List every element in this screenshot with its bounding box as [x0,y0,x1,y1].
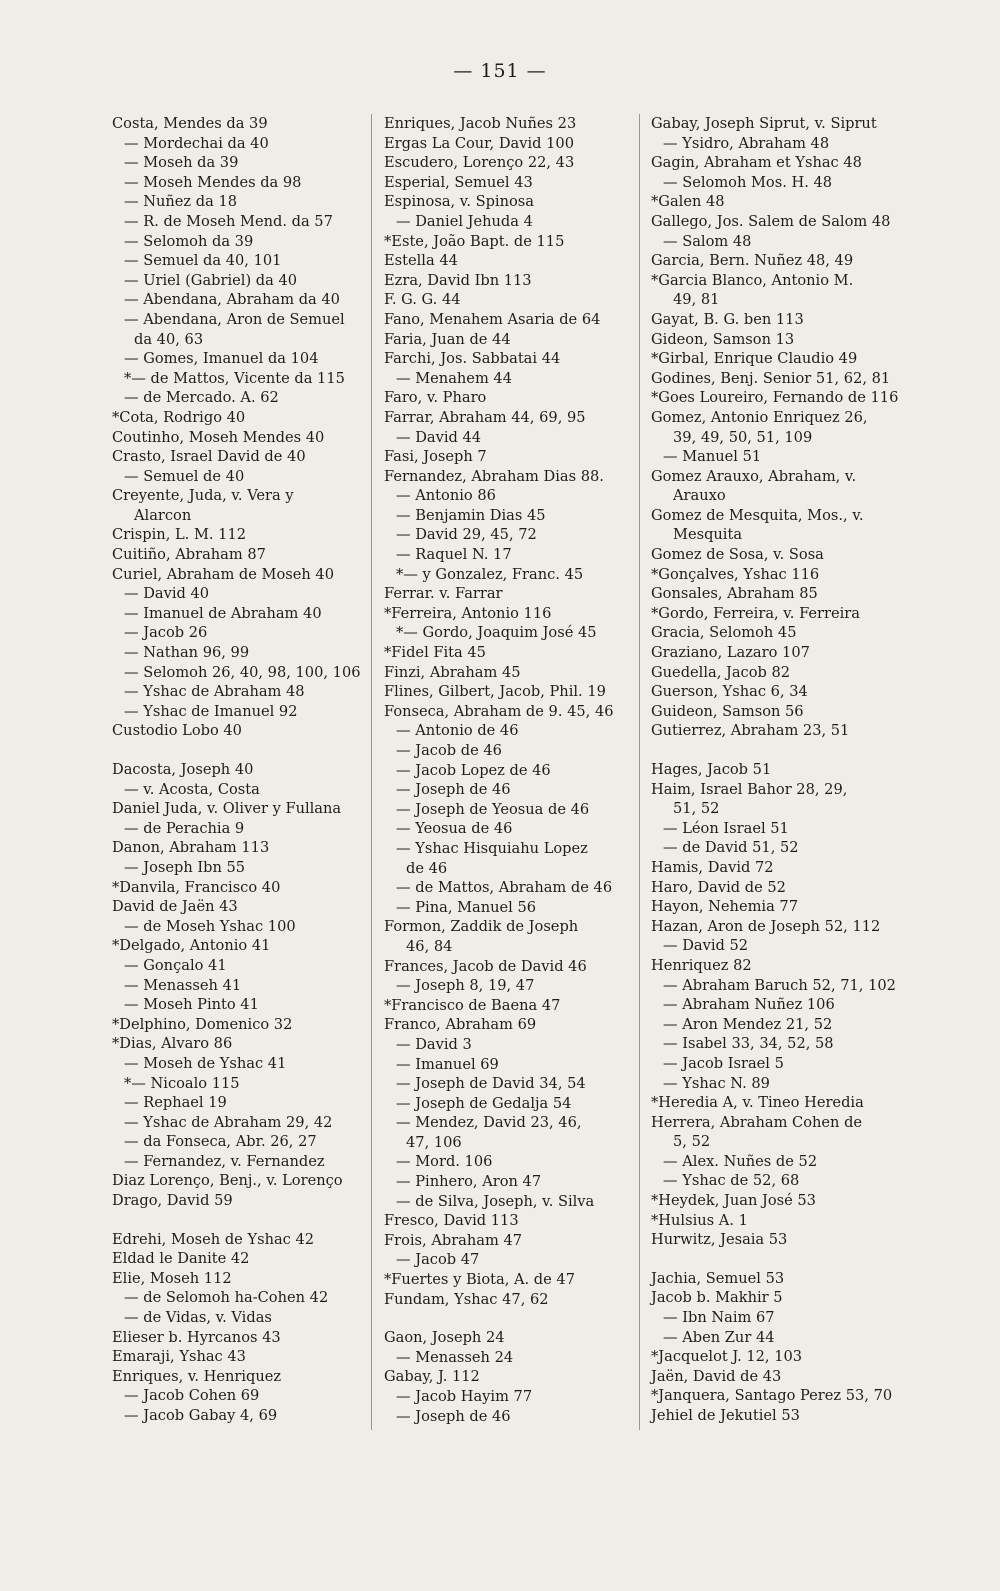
index-entry: Faro, v. Pharo [384,389,487,407]
index-entry: *— Nicoalo 115 [124,1074,240,1092]
index-entry: Emaraji, Yshac 43 [112,1348,246,1366]
index-entry: — Jacob Israel 5 [663,1054,784,1072]
index-entry: — Gonçalo 41 [124,956,227,974]
index-entry: *Goes Loureiro, Fernando de 116 [651,389,899,407]
index-entry: — Yshac Hisquiahu Lopez [396,839,588,857]
index-entry: *Delgado, Antonio 41 [112,937,271,955]
index-entry: Garcia, Bern. Nuñez 48, 49 [651,252,854,270]
index-entry: Guideon, Samson 56 [651,702,804,720]
index-entry: — Joseph 8, 19, 47 [396,977,535,995]
index-entry: Jachia, Semuel 53 [651,1269,785,1287]
index-entry: — de Moseh Yshac 100 [124,917,296,935]
index-column-2 [384,114,646,1426]
index-entry: — de Silva, Joseph, v. Silva [396,1192,595,1210]
index-entry: *Garcia Blanco, Antonio M. [651,271,854,289]
index-entry: — de Vidas, v. Vidas [124,1309,272,1327]
index-entry: — David 44 [396,428,482,446]
index-entry: — Nuñez da 18 [124,193,238,211]
index-entry: Gracia, Selomoh 45 [651,624,797,642]
index-entry: Franco, Abraham 69 [384,1016,537,1034]
index-entry: Arauxo [673,487,726,505]
index-entry: — de Mattos, Abraham de 46 [396,879,613,897]
index-entry: — Jacob Gabay 4, 69 [124,1407,278,1424]
index-entry: — Isabel 33, 34, 52, 58 [663,1035,834,1053]
index-entry: — Jacob de 46 [396,742,502,759]
index-entry: Gomez Arauxo, Abraham, v. [651,467,857,485]
index-entry: Fernandez, Abraham Dias 88. [384,467,604,485]
index-entry: — Joseph de 46 [396,1407,511,1425]
index-entry: Edrehi, Moseh de Yshac 42 [112,1230,315,1248]
index-entry: 46, 84 [406,937,453,955]
index-entry: — Menasseh 24 [396,1348,514,1366]
index-entry: — Salom 48 [663,232,752,250]
index-entry: Hurwitz, Jesaia 53 [651,1231,788,1249]
index-entry: — Alex. Nuñes de 52 [663,1152,818,1170]
index-entry: Ferrar. v. Farrar [384,585,503,603]
index-entry: *Francisco de Baena 47 [384,996,561,1014]
column-divider [371,114,372,1430]
index-entry: — Nathan 96, 99 [124,644,250,662]
index-entry: Gayat, B. G. ben 113 [651,310,804,328]
index-column-1 [112,114,370,1426]
index-entry: — Pinhero, Aron 47 [396,1173,542,1191]
index-entry: Graziano, Lazaro 107 [651,644,810,662]
index-entry: Gideon, Samson 13 [651,330,795,348]
index-entry: *— Gordo, Joaquim José 45 [396,624,597,642]
index-entry: Formon, Zaddik de Joseph [384,918,579,936]
index-entry: Ezra, David Ibn 113 [384,271,532,289]
index-entry: — Gomes, Imanuel da 104 [124,350,319,368]
index-entry: Custodio Lobo 40 [112,722,242,740]
index-entry: — David 3 [396,1035,472,1053]
index-entry: Creyente, Juda, v. Vera y [112,487,294,505]
index-entry: Esperial, Semuel 43 [384,173,533,191]
index-entry: — David 29, 45, 72 [396,526,537,544]
index-entry: Mesquita [673,526,743,544]
index-entry: Faria, Juan de 44 [384,330,511,348]
index-entry: Finzi, Abraham 45 [384,663,521,681]
index-entry: — Selomoh da 39 [124,232,254,250]
index-entry: Gagin, Abraham et Yshac 48 [651,154,862,172]
index-entry: Fundam, Yshac 47, 62 [384,1290,549,1308]
index-entry: Crispin, L. M. 112 [112,526,247,544]
index-entry: — de David 51, 52 [663,839,799,857]
index-entry: — Imanuel de Abraham 40 [124,604,322,622]
index-entry: Espinosa, v. Spinosa [384,193,534,211]
index-entry: — Moseh Mendes da 98 [124,173,302,191]
index-entry: — de Mercado. A. 62 [124,389,279,407]
index-entry: Haim, Israel Bahor 28, 29, [651,780,848,798]
column-divider [639,114,640,1430]
index-entry: — Aron Mendez 21, 52 [663,1015,833,1033]
index-entry: — Moseh de Yshac 41 [124,1054,287,1072]
index-entry: — Mord. 106 [396,1153,493,1171]
index-entry: — Ysidro, Abraham 48 [663,134,830,152]
index-entry: Farchi, Jos. Sabbatai 44 [384,350,561,368]
index-entry: Gutierrez, Abraham 23, 51 [651,722,850,740]
index-entry: *Heredia A, v. Tineo Heredia [651,1094,864,1112]
index-entry: Gonsales, Abraham 85 [651,585,818,603]
index-entry: — Selomoh 26, 40, 98, 100, 106 [124,663,361,681]
index-entry: Elieser b. Hyrcanos 43 [112,1328,281,1346]
index-entry: Gabay, Joseph Siprut, v. Siprut [651,115,877,132]
index-entry: — Menahem 44 [396,369,512,387]
index-entry: Hages, Jacob 51 [651,761,772,778]
index-entry: — Imanuel 69 [396,1055,499,1073]
index-entry: Hamis, David 72 [651,858,774,876]
index-entry: *— de Mattos, Vicente da 115 [124,369,345,387]
index-entry: — Mordechai da 40 [124,134,269,152]
index-entry: David de Jaën 43 [112,898,238,916]
index-entry: Hayon, Nehemia 77 [651,898,798,916]
index-entry: Drago, David 59 [112,1192,233,1210]
index-entry: — Joseph de Yeosua de 46 [396,800,590,818]
index-entry: Elie, Moseh 112 [112,1269,232,1287]
index-entry: *Gonçalves, Yshac 116 [651,565,820,583]
index-entry: Guedella, Jacob 82 [651,663,791,681]
index-entry: *Fuertes y Biota, A. de 47 [384,1271,575,1289]
index-entry: — Abraham Nuñez 106 [663,996,835,1014]
index-entry: Enriques, Jacob Nuñes 23 [384,115,577,132]
index-entry: — Pina, Manuel 56 [396,898,537,916]
index-entry: — Antonio de 46 [396,722,519,740]
index-entry: *Hulsius A. 1 [651,1211,748,1229]
index-entry: Haro, David de 52 [651,878,786,896]
index-entry: — de Selomoh ha-Cohen 42 [124,1289,329,1307]
index-entry: — Manuel 51 [663,448,762,466]
index-entry: 47, 106 [406,1133,462,1151]
index-entry: de 46 [406,859,448,877]
index-entry: — Abendana, Aron de Semuel [124,310,345,328]
index-entry: — Léon Israel 51 [663,819,789,837]
index-entry: — Yshac N. 89 [663,1074,770,1092]
index-entry: Fano, Menahem Asaria de 64 [384,310,601,328]
index-entry: *Dias, Alvaro 86 [112,1035,233,1053]
index-entry: Coutinho, Moseh Mendes 40 [112,428,325,446]
index-entry: — Selomoh Mos. H. 48 [663,173,833,191]
index-entry: Fonseca, Abraham de 9. 45, 46 [384,702,614,720]
index-entry: — Joseph de David 34, 54 [396,1075,586,1093]
index-entry: — Jacob Lopez de 46 [396,761,551,779]
index-entry: — Fernandez, v. Fernandez [124,1152,325,1170]
index-entry: *Este, João Bapt. de 115 [384,232,565,250]
index-entry: Fasi, Joseph 7 [384,448,487,466]
index-entry: — Antonio 86 [396,487,496,505]
index-entry: Dacosta, Joseph 40 [112,761,254,778]
index-entry: 49, 81 [673,291,720,309]
index-entry: Costa, Mendes da 39 [112,115,268,132]
index-entry: — da Fonseca, Abr. 26, 27 [124,1133,317,1151]
index-entry: — de Perachia 9 [124,819,245,837]
index-entry: Frances, Jacob de David 46 [384,957,587,975]
index-entry: Gomez de Mesquita, Mos., v. [651,506,864,524]
index-entry: Gallego, Jos. Salem de Salom 48 [651,212,891,230]
index-entry: — Jacob Hayim 77 [396,1388,533,1405]
index-entry: Gomez de Sosa, v. Sosa [651,546,824,564]
index-entry: — Joseph de Gedalja 54 [396,1094,572,1112]
index-entry: — Jacob Cohen 69 [124,1387,260,1405]
index-entry: Danon, Abraham 113 [112,839,270,857]
index-entry: — Raquel N. 17 [396,546,512,564]
index-entry: *Fidel Fita 45 [384,644,486,662]
index-entry: — Yshac de Imanuel 92 [124,702,298,720]
index-entry: Ergas La Cour, David 100 [384,134,574,152]
index-entry: — R. de Moseh Mend. da 57 [124,212,333,230]
index-entry: — Yshac de Abraham 48 [124,683,305,701]
index-entry: — Daniel Jehuda 4 [396,212,533,230]
index-entry: — Yshac de 52, 68 [663,1172,800,1190]
index-entry: — Moseh da 39 [124,154,239,172]
index-entry: Cuitiño, Abraham 87 [112,546,266,564]
index-entry: — Uriel (Gabriel) da 40 [124,271,298,289]
index-entry: Herrera, Abraham Cohen de [651,1113,863,1131]
index-entry: — Yeosua de 46 [396,820,513,838]
index-entry: Escudero, Lorenço 22, 43 [384,154,575,172]
index-entry: Henriquez 82 [651,956,752,974]
index-entry: 51, 52 [673,800,720,818]
index-entry: Hazan, Aron de Joseph 52, 112 [651,917,881,935]
index-entry: — David 40 [124,585,210,603]
index-entry: — Abraham Baruch 52, 71, 102 [663,976,896,994]
index-entry: Estella 44 [384,252,458,270]
index-entry: — v. Acosta, Costa [124,780,260,798]
index-entry: Jacob b. Makhir 5 [651,1289,783,1307]
index-entry: — Jacob 26 [124,624,208,642]
index-entry: *Jacquelot J. 12, 103 [651,1348,803,1366]
index-entry: — Yshac de Abraham 29, 42 [124,1113,333,1131]
index-entry: *Girbal, Enrique Claudio 49 [651,350,858,368]
index-entry: da 40, 63 [134,330,204,348]
index-entry: Eldad le Danite 42 [112,1250,250,1268]
index-entry: *Cota, Rodrigo 40 [112,408,246,426]
index-entry: — Joseph Ibn 55 [124,858,246,876]
index-entry: — Menasseh 41 [124,976,242,994]
index-entry: Flines, Gilbert, Jacob, Phil. 19 [384,683,606,701]
index-entry: Jehiel de Jekutiel 53 [651,1407,800,1424]
index-entry: Farrar, Abraham 44, 69, 95 [384,408,586,426]
index-entry: Crasto, Israel David de 40 [112,448,306,466]
index-entry: Gaon, Joseph 24 [384,1329,505,1347]
index-entry: *Heydek, Juan José 53 [651,1192,816,1210]
index-entry: — Ibn Naim 67 [663,1309,775,1327]
index-entry: *Danvila, Francisco 40 [112,878,281,896]
index-entry: F. G. G. 44 [384,291,461,309]
index-entry: Godines, Benj. Senior 51, 62, 81 [651,369,891,387]
index-entry: Alarcon [134,506,192,524]
index-entry: — Mendez, David 23, 46, [396,1114,582,1132]
index-entry: 5, 52 [673,1133,711,1151]
page-number: — 151 — [453,60,547,82]
index-entry: Fresco, David 113 [384,1212,519,1230]
index-entry: *Ferreira, Antonio 116 [384,604,552,622]
index-entry: — David 52 [663,937,749,955]
index-entry: — Semuel da 40, 101 [124,252,282,270]
index-column-3 [651,114,921,1426]
index-entry: 39, 49, 50, 51, 109 [673,428,813,446]
index-entry: — Moseh Pinto 41 [124,996,259,1014]
index-entry: — Jacob 47 [396,1251,480,1269]
index-entry: *— y Gonzalez, Franc. 45 [396,565,584,583]
index-entry: Jaën, David de 43 [651,1367,782,1385]
index-entry: *Gordo, Ferreira, v. Ferreira [651,604,860,622]
index-entry: Guerson, Yshac 6, 34 [651,683,808,701]
index-entry: Enriques, v. Henriquez [112,1367,282,1385]
index-entry: *Delphino, Domenico 32 [112,1015,293,1033]
index-entry: Frois, Abraham 47 [384,1231,523,1249]
index-entry: Gomez, Antonio Enriquez 26, [651,408,868,426]
index-entry: Curiel, Abraham de Moseh 40 [112,565,335,583]
index-entry: Diaz Lorenço, Benj., v. Lorenço [112,1172,343,1190]
index-entry: Gabay, J. 112 [384,1368,480,1386]
index-entry: — Abendana, Abraham da 40 [124,291,340,309]
index-entry: *Galen 48 [651,193,725,211]
index-entry: — Semuel de 40 [124,467,245,485]
index-entry: *Janquera, Santago Perez 53, 70 [651,1387,893,1405]
index-entry: Daniel Juda, v. Oliver y Fullana [112,800,342,818]
index-entry: — Aben Zur 44 [663,1328,775,1346]
index-entry: — Joseph de 46 [396,781,511,799]
index-entry: — Benjamin Dias 45 [396,506,546,524]
index-entry: — Rephael 19 [124,1094,227,1112]
